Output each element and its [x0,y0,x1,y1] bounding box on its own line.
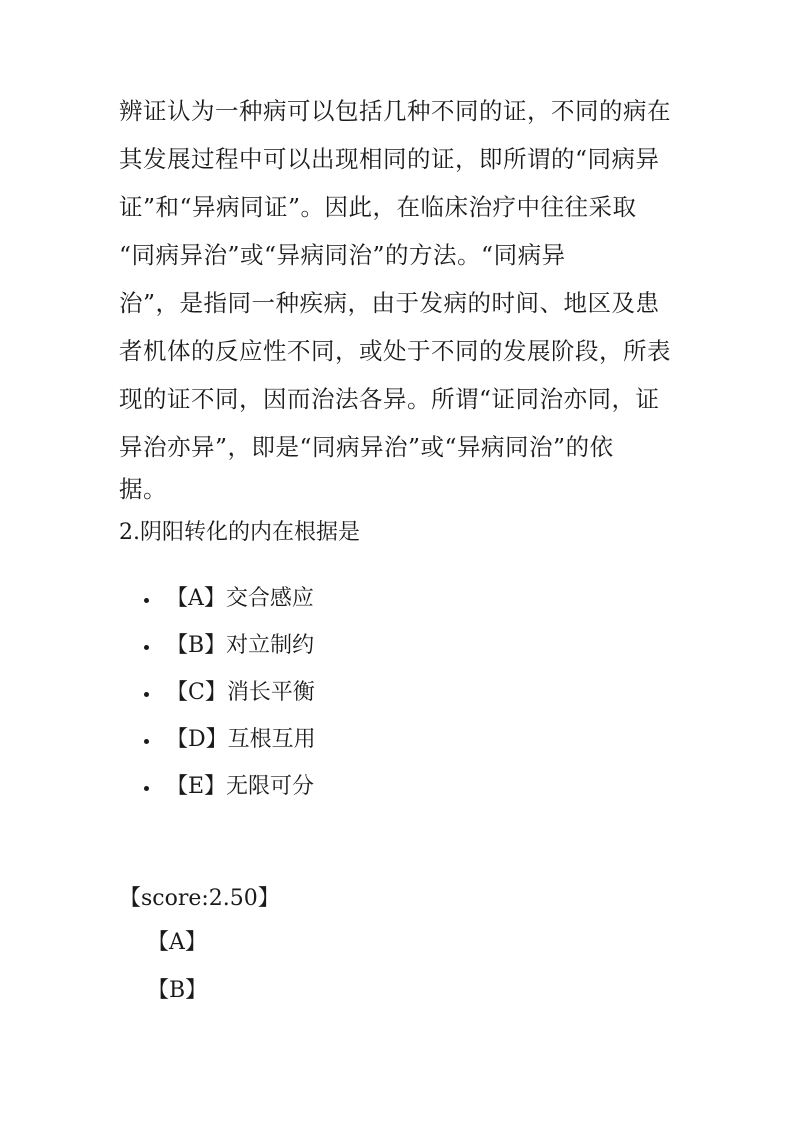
score-label: 【score:2.50】 [119,886,280,911]
option-label: 【B】对立制约 [166,633,315,658]
answer-line: 【B】 [147,978,208,1003]
bullet-icon [144,739,149,744]
bullet-icon [144,692,149,697]
bullet-icon [144,598,149,603]
option-list [140,582,316,817]
explanation-line: 异治亦异”，即是“同病异治”或“异病同治”的依 [119,433,614,461]
option-d[interactable] [140,723,316,770]
bullet-icon [144,645,149,650]
explanation-line: 其发展过程中可以出现相同的证，即所谓的“同病异 [119,145,660,173]
explanation-line: 现的证不同，因而治法各异。所谓“证同治亦同，证 [119,385,660,413]
option-a[interactable] [140,582,316,629]
question-title: 2.阴阳转化的内在根据是 [119,520,360,545]
explanation-line: 辨证认为一种病可以包括几种不同的证，不同的病在 [119,97,671,125]
explanation-line: 证”和“异病同证”。因此，在临床治疗中往往采取 [119,193,637,221]
answer-line: 【A】 [147,930,207,955]
explanation-line: 者机体的反应性不同，或处于不同的发展阶段，所表 [119,337,671,365]
option-e[interactable] [140,770,316,817]
explanation-line: 据。 [119,475,167,503]
option-label: 【A】交合感应 [166,586,314,611]
bullet-icon [144,786,149,791]
option-label: 【D】互根互用 [166,727,316,752]
option-b[interactable] [140,629,316,676]
option-label: 【E】无限可分 [166,774,315,799]
explanation-line: “同病异治”或“异病同治”的方法。“同病异 [119,241,566,269]
explanation-line: 治”，是指同一种疾病，由于发病的时间、地区及患 [119,289,660,317]
option-c[interactable] [140,676,316,723]
option-label: 【C】消长平衡 [166,680,315,705]
